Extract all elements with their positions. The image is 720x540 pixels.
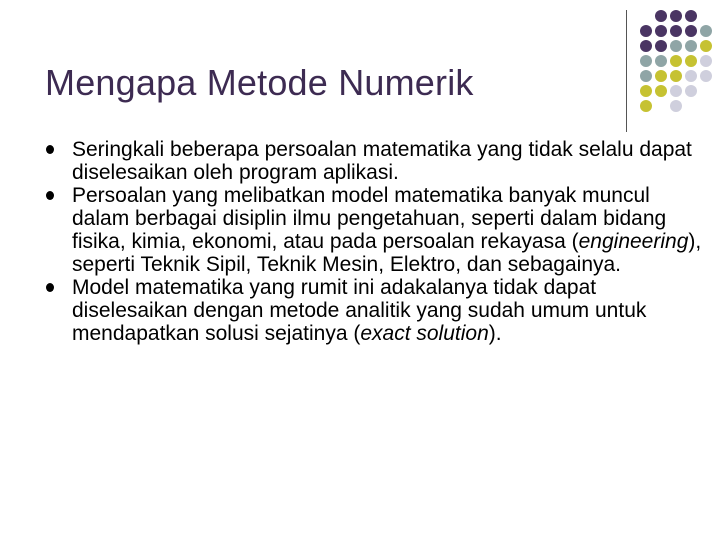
bullet-text-italic: exact solution <box>360 322 489 345</box>
bullet-text-after: ), seperti Teknik Sipil, Teknik Mesin, Elektro, dan sebagainya. <box>72 230 702 276</box>
decorative-dot <box>670 10 682 22</box>
bullet-icon <box>46 145 54 154</box>
decorative-dot <box>640 25 652 37</box>
decorative-dot <box>685 100 697 112</box>
bullet-item-3 <box>42 276 702 345</box>
bullet-list <box>42 138 702 345</box>
divider-line <box>626 10 627 132</box>
decorative-dot <box>655 70 667 82</box>
decorative-dot <box>685 10 697 22</box>
decorative-dot <box>655 25 667 37</box>
decorative-dot <box>685 55 697 67</box>
decorative-dot <box>700 70 712 82</box>
decorative-dot-grid <box>640 10 712 112</box>
bullet-item-2 <box>42 184 702 276</box>
bullet-text-after: ). <box>488 322 502 345</box>
decorative-dot <box>685 40 697 52</box>
decorative-dot <box>700 100 712 112</box>
decorative-dot <box>670 55 682 67</box>
bullet-item-1 <box>42 138 702 184</box>
decorative-dot <box>685 70 697 82</box>
slide-title: Mengapa Metode Numerik <box>45 62 474 103</box>
decorative-dot <box>655 40 667 52</box>
bullet-icon <box>46 191 54 200</box>
decorative-dot <box>700 55 712 67</box>
decorative-dot <box>700 25 712 37</box>
decorative-dot <box>640 100 652 112</box>
decorative-dot <box>685 85 697 97</box>
decorative-dot <box>640 40 652 52</box>
decorative-dot <box>655 85 667 97</box>
decorative-dot <box>670 40 682 52</box>
decorative-dot <box>655 10 667 22</box>
decorative-dot <box>655 55 667 67</box>
decorative-dot <box>670 85 682 97</box>
decorative-dot <box>640 85 652 97</box>
decorative-dot <box>670 100 682 112</box>
bullet-text-before: Model matematika yang rumit ini adakalanya tidak dapat diselesaikan dengan metode analitik yang sudah umum untuk mendapatkan solusi sejatinya ( <box>72 276 647 345</box>
decorative-dot <box>700 85 712 97</box>
decorative-dot <box>700 40 712 52</box>
bullet-text-before: Persoalan yang melibatkan model matematika banyak muncul dalam berbagai disiplin ilmu pengetahuan, seperti dalam bidang fisika, kimia, ekonomi, atau pada persoalan rekayasa ( <box>72 184 667 253</box>
decorative-dot <box>640 55 652 67</box>
decorative-dot <box>640 10 652 22</box>
decorative-dot <box>655 100 667 112</box>
decorative-dot <box>685 25 697 37</box>
decorative-dot <box>670 25 682 37</box>
decorative-dot <box>670 70 682 82</box>
bullet-text: Seringkali beberapa persoalan matematika yang tidak selalu dapat diselesaikan oleh program aplikasi. <box>72 138 692 184</box>
decorative-dot <box>640 70 652 82</box>
decorative-dot <box>700 10 712 22</box>
bullet-icon <box>46 283 54 292</box>
bullet-text-italic: engineering <box>578 230 689 253</box>
